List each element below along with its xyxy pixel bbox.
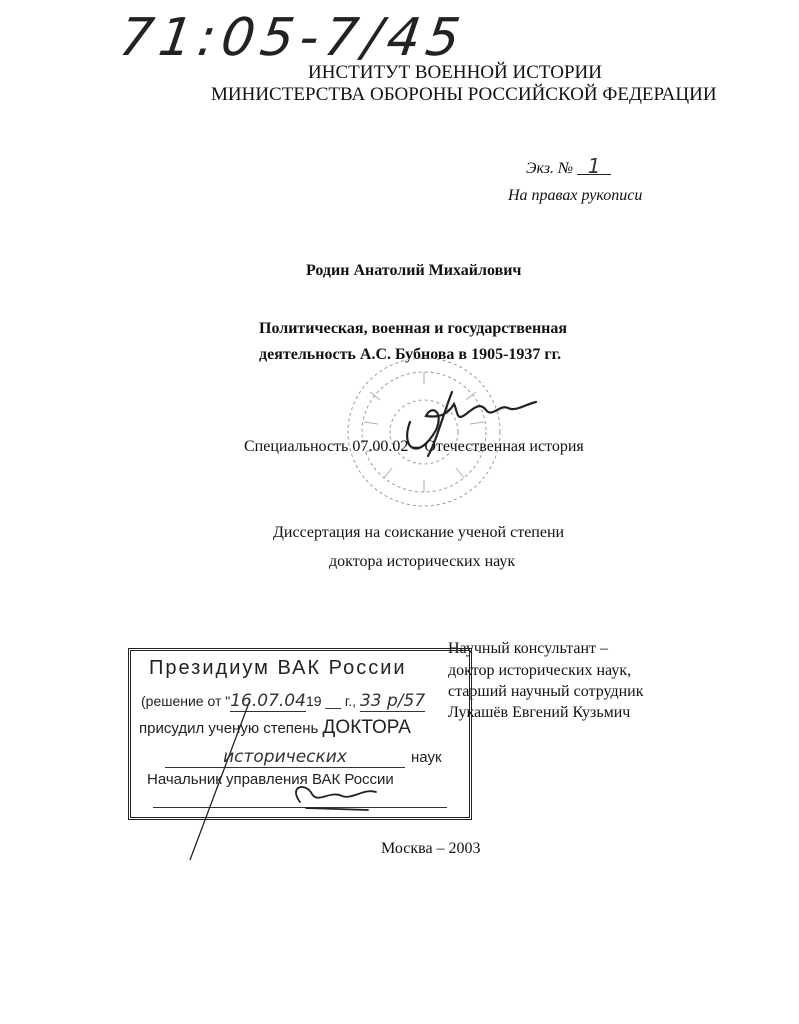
vak-decision-number: 33 р/57: [359, 691, 426, 711]
specialty-line: Специальность 07.00.02 – Отечественная история: [244, 438, 584, 455]
vak-decision-line: (решение от "16.07.0419 __ г., 33 р/57: [141, 691, 426, 711]
vak-decision-prefix: (решение от ": [141, 693, 231, 709]
vak-field-suffix: наук: [411, 749, 442, 766]
vak-degree: ДОКТОРА: [322, 717, 411, 738]
vak-field-handwritten: исторических: [223, 747, 347, 767]
vak-decision-g: г.,: [344, 693, 357, 709]
vak-head-title: Начальник управления ВАК России: [147, 771, 394, 788]
vak-awarded-text: присудил ученую степень: [139, 720, 319, 737]
author-name: Родин Анатолий Михайлович: [306, 262, 522, 279]
copy-number: [526, 154, 611, 178]
consultant-line2: доктор исторических наук,: [448, 662, 632, 679]
consultant-line1: Научный консультант –: [448, 640, 608, 657]
dissertation-title-line1: Политическая, военная и государственная: [259, 320, 568, 337]
handwritten-archive-code: 71:05-7/45: [115, 8, 470, 68]
consultant-line4: Лукашёв Евгений Кузьмич: [448, 704, 631, 721]
copy-number-value: 1: [577, 158, 611, 175]
vak-stamp-title: Президиум ВАК России: [149, 657, 407, 679]
vak-decision-date: 16.07.04: [230, 691, 306, 711]
vak-signature-icon: [180, 690, 400, 860]
manuscript-rights: На правах рукописи: [508, 187, 643, 204]
dissertation-title-line2: деятельность А.С. Бубнова в 1905-1937 гг.: [259, 346, 562, 363]
degree-line2: доктора исторических наук: [329, 553, 516, 570]
degree-line1: Диссертация на соискание ученой степени: [273, 524, 565, 541]
city-year: Москва – 2003: [381, 840, 481, 857]
institute-name-line1: ИНСТИТУТ ВОЕННОЙ ИСТОРИИ: [308, 62, 602, 83]
round-seal-stamp: [340, 352, 580, 512]
institute-name-line2: МИНИСТЕРСТВА ОБОРОНЫ РОССИЙСКОЙ ФЕДЕРАЦИИ: [211, 84, 717, 105]
vak-decision-mid: 19: [305, 693, 322, 709]
consultant-line3: старший научный сотрудник: [448, 683, 644, 700]
copy-label: Экз. №: [526, 160, 574, 177]
